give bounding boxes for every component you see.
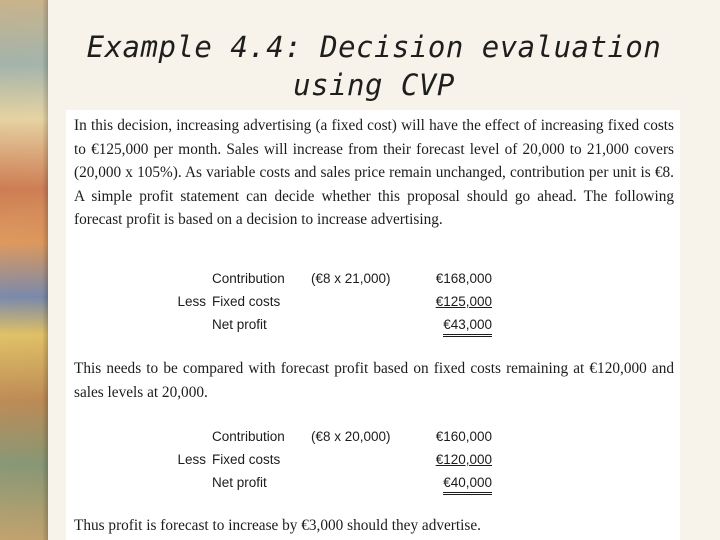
example-content-panel	[66, 110, 680, 540]
contribution-label: Contribution	[212, 271, 285, 286]
contribution-label: Contribution	[212, 429, 285, 444]
paragraph-conclusion: Thus profit is forecast to increase by €3,000 should they advertise.	[74, 517, 481, 534]
contribution-calculation: (€8 x 21,000)	[311, 271, 391, 286]
fixed-costs-label: Fixed costs	[212, 294, 281, 309]
statement-row-contribution	[66, 425, 680, 448]
paragraph-intro: In this decision, increasing advertising (a fixed cost) will have the effect of increasing fixed costs to €125,000 per month. Sales will increase from their forecast level of 20,000 to 21,000 covers (20,000 x 105%). As variable costs and sales price remain unchanged, contribution per unit is €8. A simple profit statement can decide whether this proposal should go ahead. The following forecast profit is based on a decision to increase advertising.	[74, 117, 674, 228]
slide-title-line1: Example 4.4: Decision evaluation	[86, 30, 662, 64]
slide-title-line2: using CVP	[293, 68, 455, 102]
statement-row-contribution	[66, 267, 680, 290]
statement-row-net-profit	[66, 471, 680, 494]
net-profit-amount-wrap	[443, 313, 492, 337]
statement-row-fixed-costs	[66, 448, 680, 471]
fixed-costs-amount: €125,000	[435, 294, 492, 309]
decorative-euro-banknote-strip	[0, 0, 48, 540]
statement-row-fixed-costs	[66, 290, 680, 313]
fixed-costs-amount: €120,000	[435, 452, 492, 467]
slide-title	[48, 28, 700, 104]
contribution-calculation: (€8 x 20,000)	[311, 429, 391, 444]
paragraph-compare: This needs to be compared with forecast profit based on fixed costs remaining at €120,000 and sales levels at 20,000.	[74, 360, 674, 401]
less-label: Less	[177, 294, 206, 309]
statement-row-net-profit	[66, 313, 680, 336]
net-profit-amount-wrap	[443, 471, 492, 495]
net-profit-amount: €40,000	[443, 474, 492, 495]
net-profit-label: Net profit	[212, 317, 267, 332]
contribution-amount: €168,000	[435, 271, 492, 286]
profit-statement-baseline	[66, 425, 680, 495]
less-label: Less	[177, 452, 206, 467]
net-profit-amount: €43,000	[443, 316, 492, 337]
net-profit-label: Net profit	[212, 475, 267, 490]
fixed-costs-label: Fixed costs	[212, 452, 281, 467]
contribution-amount: €160,000	[435, 429, 492, 444]
profit-statement-advertise	[66, 267, 680, 337]
